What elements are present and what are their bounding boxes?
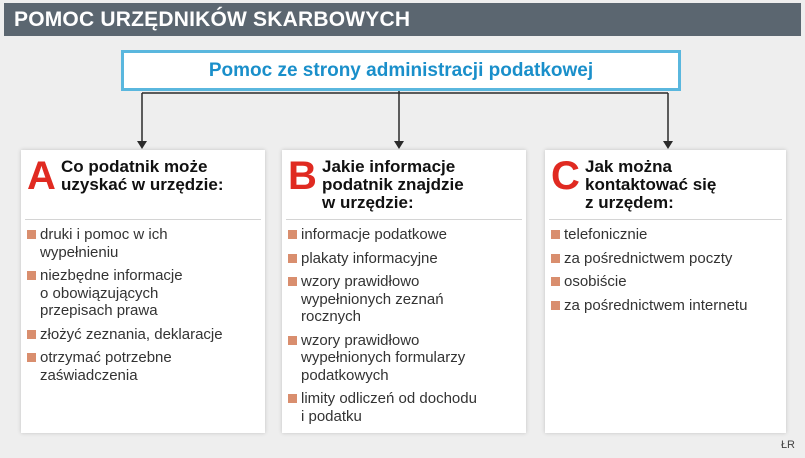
- list-item: [288, 226, 522, 244]
- list-item: [288, 332, 522, 385]
- card-header: [21, 150, 265, 218]
- bullet-icon: [27, 353, 36, 362]
- bullet-icon: [288, 254, 297, 263]
- card-title: Jak można kontaktować się z urzędem:: [585, 157, 717, 212]
- card-header: [545, 150, 786, 218]
- arrow-a: [137, 141, 147, 149]
- list-item-text: informacje podatkowe: [301, 226, 447, 243]
- card-letter: C: [551, 154, 580, 198]
- card-letter: A: [27, 154, 56, 198]
- top-box-title: Pomoc ze strony administracji podatkowej: [208, 59, 594, 81]
- list-item-text: za pośrednictwem poczty: [564, 249, 733, 267]
- list-item-text: telefonicznie: [564, 226, 648, 243]
- list-item: [551, 226, 782, 244]
- list-item: [288, 273, 522, 326]
- list-item: [288, 390, 522, 425]
- bullet-icon: [288, 277, 297, 286]
- list-item-text: złożyć zeznania, deklaracje: [40, 325, 223, 343]
- list-item-text: niezbędne informacje o obowiązujących przepisach prawa: [40, 267, 183, 319]
- list-item-text: plakaty informacyjne: [301, 249, 438, 267]
- card-list: [27, 226, 261, 390]
- card-divider: [25, 219, 261, 220]
- bullet-icon: [288, 394, 297, 403]
- list-item: [551, 297, 782, 315]
- card-a: [21, 150, 265, 433]
- list-item-text: osobiście: [564, 273, 627, 290]
- bullet-icon: [551, 254, 560, 263]
- arrow-b: [394, 141, 404, 149]
- list-item: [551, 273, 782, 291]
- list-item-text: wzory prawidłowo wypełnionych zeznań rocznych: [301, 273, 444, 325]
- list-item-text: za pośrednictwem internetu: [564, 296, 748, 314]
- card-list: [551, 226, 782, 320]
- card-title: Co podatnik może uzyskać w urzędzie:: [61, 157, 224, 194]
- card-header: [282, 150, 526, 218]
- page-title: POMOC URZĘDNIKÓW SKARBOWYCH: [14, 8, 411, 31]
- list-item: [27, 267, 261, 320]
- list-item-text: limity odliczeń od dochodu i podatku: [301, 390, 477, 425]
- list-item-text: otrzymać potrzebne zaświadczenia: [40, 349, 172, 384]
- list-item: [27, 326, 261, 344]
- bullet-icon: [288, 336, 297, 345]
- list-item: [551, 250, 782, 268]
- card-c: [545, 150, 786, 433]
- list-item: [27, 349, 261, 384]
- card-divider: [549, 219, 782, 220]
- list-item-text: druki i pomoc w ich wypełnieniu: [40, 226, 168, 261]
- bullet-icon: [288, 230, 297, 239]
- arrow-c: [663, 141, 673, 149]
- bullet-icon: [27, 271, 36, 280]
- bullet-icon: [551, 301, 560, 310]
- list-item: [27, 226, 261, 261]
- card-title: Jakie informacje podatnik znajdzie w urzędzie:: [322, 157, 464, 212]
- bullet-icon: [27, 230, 36, 239]
- bullet-icon: [27, 330, 36, 339]
- card-divider: [286, 219, 522, 220]
- bullet-icon: [551, 230, 560, 239]
- card-b: [282, 150, 526, 433]
- card-letter: B: [288, 154, 317, 198]
- list-item-text: wzory prawidłowo wypełnionych formularzy podatkowych: [301, 331, 466, 384]
- bullet-icon: [551, 277, 560, 286]
- card-list: [288, 226, 522, 431]
- author-credit: ŁR: [780, 439, 795, 451]
- list-item: [288, 250, 522, 268]
